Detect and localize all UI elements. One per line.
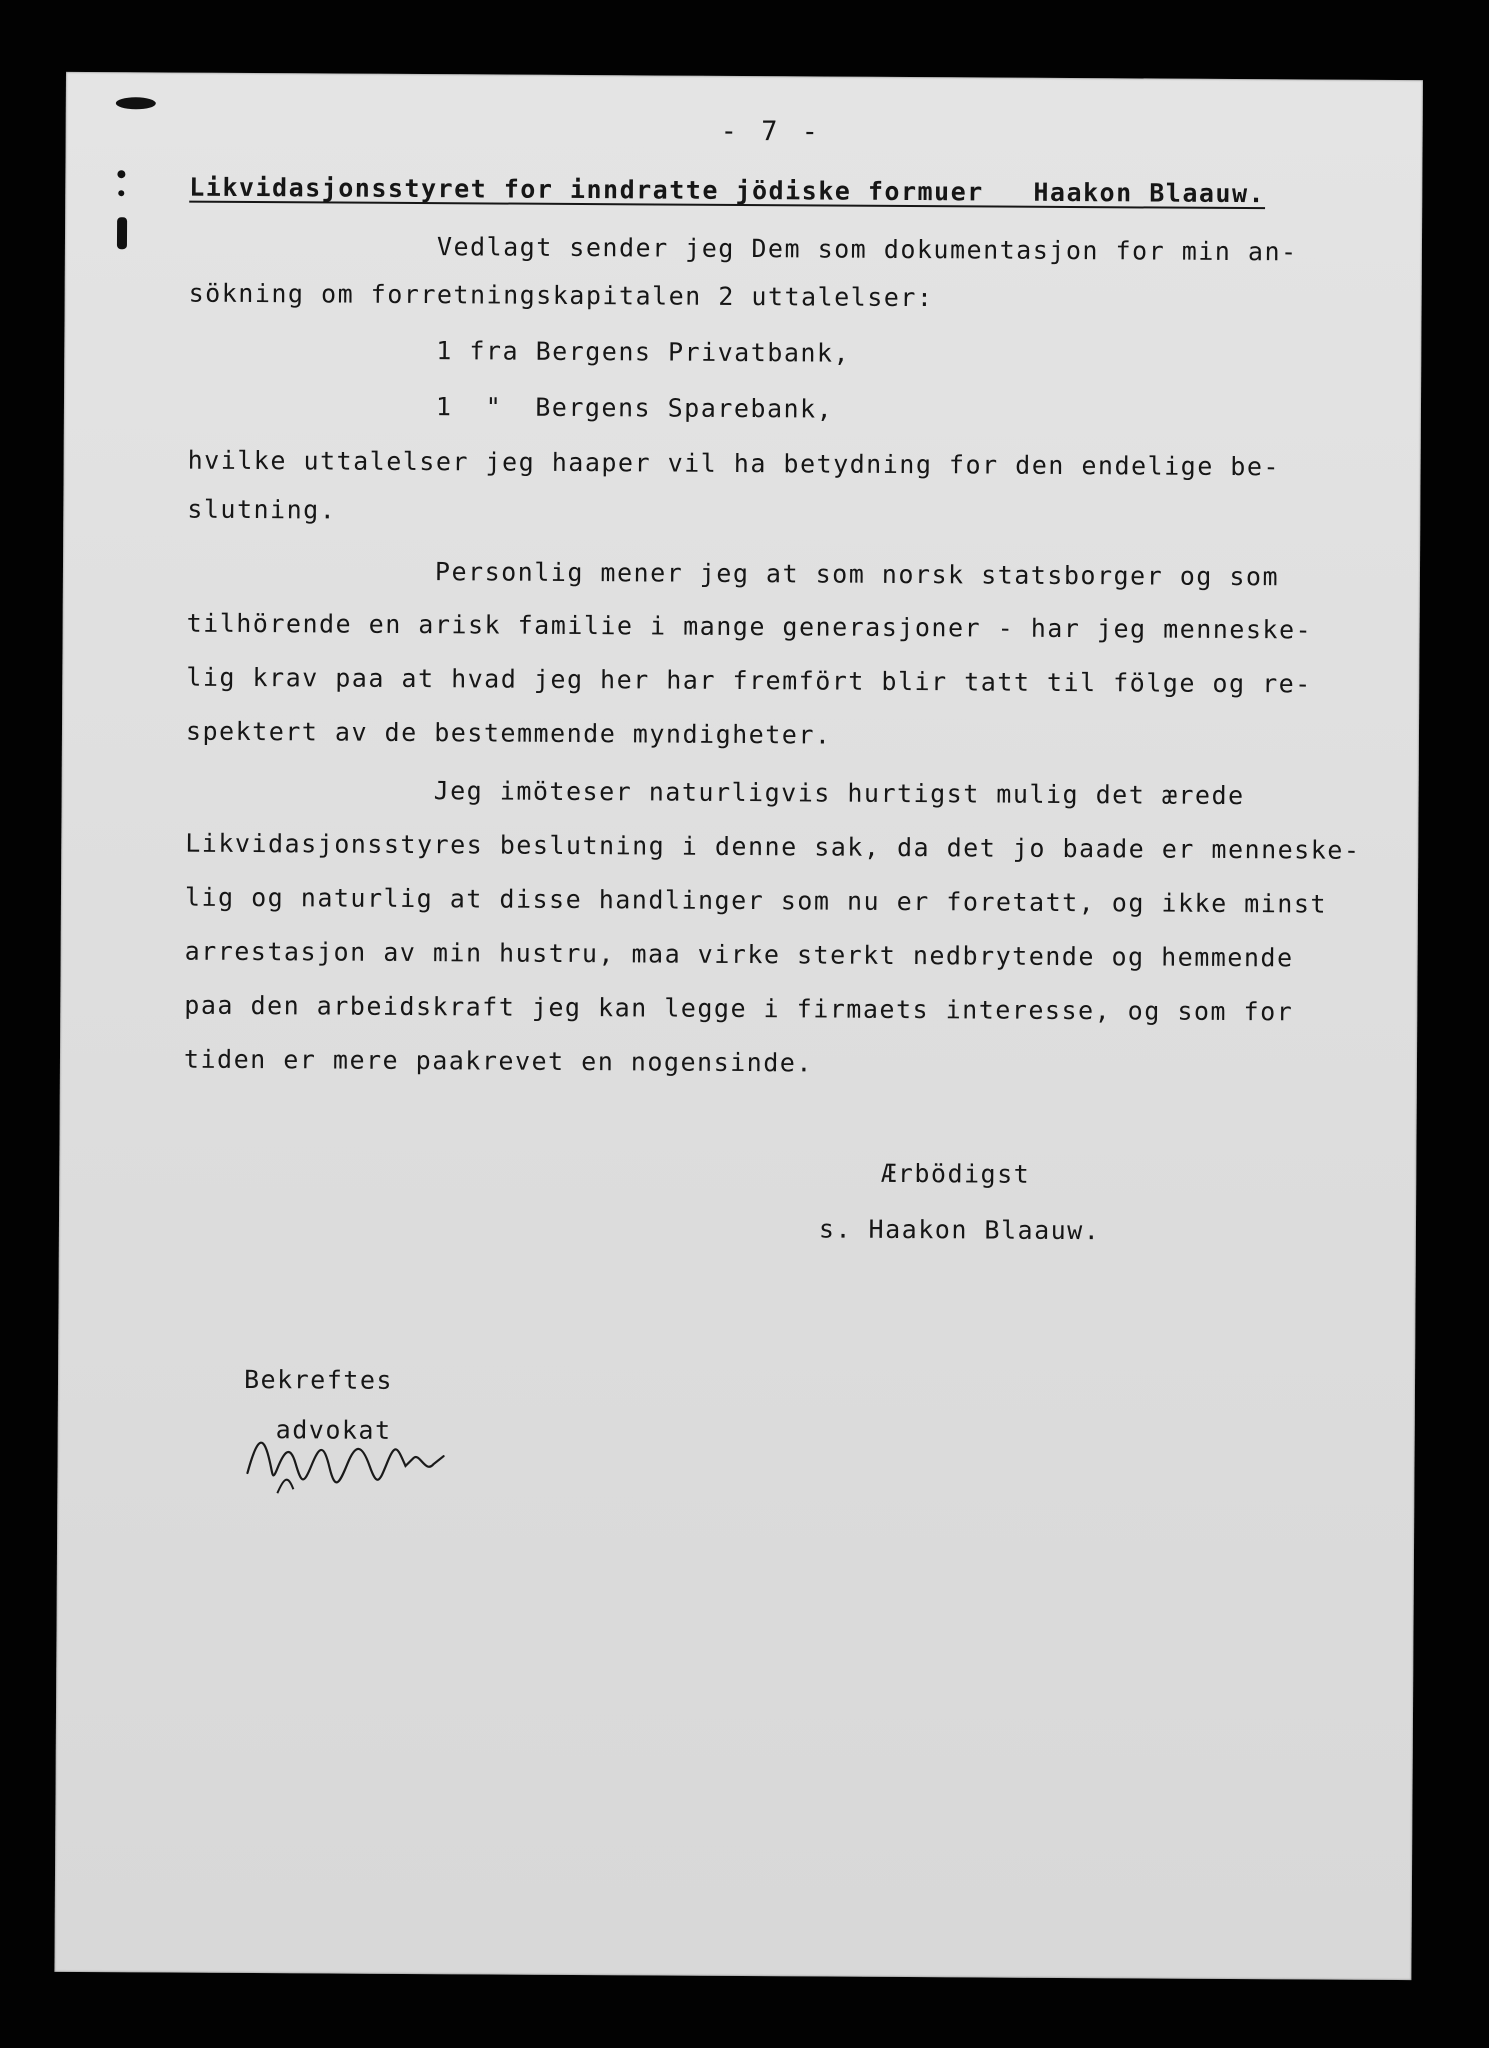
handwritten-signature — [237, 1413, 458, 1514]
list-item: 1 " Bergens Sparebank, — [435, 392, 834, 424]
confirmation-label: Bekreftes — [243, 1364, 394, 1395]
document-heading: Likvidasjonsstyret for inndratte jödiske formuer Haakon Blaauw. — [189, 172, 1266, 209]
paragraph-line: tilhörende en arisk familie i mange generasjoner - har jeg menneske- — [186, 608, 1313, 645]
paragraph-line: hvilke uttalelser jeg haaper vil ha betydning for den endelige be- — [187, 445, 1281, 482]
paragraph-line: slutning. — [187, 494, 337, 525]
typed-signature: s. Haakon Blaauw. — [818, 1214, 1101, 1246]
paragraph-line: Jeg imöteser naturligvis hurtigst mulig det ærede — [433, 776, 1245, 811]
paragraph-line: sökning om forretningskapitalen 2 uttalelser: — [188, 278, 934, 313]
paragraph-line: tiden er mere paakrevet en nogensinde. — [183, 1044, 814, 1078]
paragraph-line: arrestasjon av min hustru, maa virke sterkt nedbrytende og hemmende — [184, 936, 1294, 973]
advokat-label: advokat — [275, 1415, 392, 1445]
paragraph-line: Vedlagt sender jeg Dem som dokumentasjon for min an- — [436, 232, 1298, 267]
ink-dot-mark — [118, 190, 124, 196]
paragraph-line: spektert av de bestemmende myndigheter. — [185, 716, 832, 750]
paragraph-line: paa den arbeidskraft jeg kan legge i firmaets interesse, og som for — [184, 990, 1294, 1027]
document-page — [54, 72, 1423, 1980]
ink-dot-mark — [117, 170, 125, 178]
list-item: 1 fra Bergens Privatbank, — [436, 336, 851, 368]
closing-text: Ærbödigst — [881, 1158, 1031, 1189]
paragraph-line: Likvidasjonsstyres beslutning i denne sak, da det jo baade er menneske- — [185, 828, 1361, 865]
ink-smudge-mark — [116, 97, 156, 109]
page-number: - 7 - — [720, 115, 823, 148]
paragraph-line: lig og naturlig at disse handlinger som nu er foretatt, og ikke minst — [184, 882, 1328, 919]
ink-stroke-mark — [117, 217, 127, 249]
paragraph-line: Personlig mener jeg at som norsk statsborger og som — [434, 557, 1280, 592]
paragraph-line: lig krav paa at hvad jeg her har fremfört blir tatt til fölge og re- — [186, 662, 1312, 699]
